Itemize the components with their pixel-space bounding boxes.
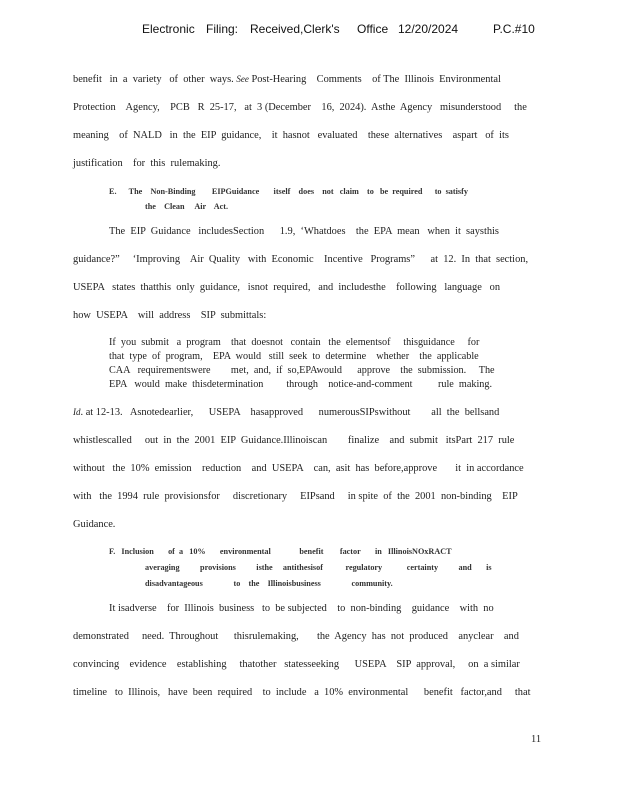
section-heading: F. Inclusion of a 10% environmental benefit factor in IllinoisNOxRACT <box>109 547 452 556</box>
paragraph-line: USEPA states thatthis only guidance, isnot required, and includesthe following language on <box>73 282 501 293</box>
paragraph-line: how USEPA will address SIP submittals: <box>73 310 267 321</box>
paragraph-line: demonstrated need. Throughout thisrulemaking, the Agency has not produced anyclear and <box>73 631 519 642</box>
section-heading: E. The Non-Binding EIPGuidance itself does not claim to be required to satisfy <box>109 187 468 196</box>
page-number: 11 <box>531 734 542 745</box>
text-run: benefit in a variety of other ways. <box>73 74 234 85</box>
paragraph-line: Protection Agency, PCB R 25-17, at 3 (December 16, 2024). Asthe Agency misunderstood the <box>73 102 527 113</box>
paragraph-line <box>73 73 533 86</box>
paragraph-line: without the 10% emission reduction and USEPA can, asit has before,approve it in accordance <box>73 463 524 474</box>
paragraph-line: guidance?” ‘Improving Air Quality with Economic Incentive Programs” at 12. In that section, <box>73 254 529 265</box>
filing-header <box>0 22 618 38</box>
block-quote-line: CAA requirementswere met, and, if so,EPAwould approve the submission. The <box>109 365 495 376</box>
paragraph-line: meaning of NALD in the EIP guidance, it hasnot evaluated these alternatives aspart of its <box>73 130 509 141</box>
text-run: Post-Hearing Comments of The Illinois Environmental <box>251 74 501 85</box>
header-office: Office <box>357 22 389 36</box>
paragraph-line <box>73 406 533 419</box>
paragraph-line: The EIP Guidance includesSection 1.9, ‘Whatdoes the EPA mean when it saysthis <box>109 226 499 237</box>
text-run: . at 12-13. Asnotedearlier, USEPA hasapproved numerousSIPswithout all the bellsand <box>80 407 500 418</box>
block-quote-line: If you submit a program that doesnot contain the elementsof thisguidance for <box>109 337 480 348</box>
paragraph-line: justification for this rulemaking. <box>73 158 221 169</box>
paragraph-line: timeline to Illinois, have been required to include a 10% environmental benefit factor,and that <box>73 687 531 698</box>
header-electronic: Electronic <box>142 22 195 36</box>
header-received: Received,Clerk's <box>250 22 340 36</box>
section-heading: disadvantageous to the Illinoisbusiness community. <box>145 579 393 588</box>
section-heading: averaging provisions isthe antithesisof regulatory certainty and is <box>145 563 492 572</box>
section-heading: the Clean Air Act. <box>145 202 229 211</box>
block-quote-line: EPA would make thisdetermination through notice-and-comment rule making. <box>109 379 493 390</box>
citation-id: Id <box>73 407 81 417</box>
header-pc-number: P.C.#10 <box>493 22 535 36</box>
block-quote-line: that type of program, EPA would still seek to determine whether the applicable <box>109 351 479 362</box>
paragraph-line: whistlescalled out in the 2001 EIP Guidance.Illinoiscan finalize and submit itsPart 217 rule <box>73 435 515 446</box>
paragraph-line: with the 1994 rule provisionsfor discretionary EIPsand in spite of the 2001 non-binding EIP <box>73 491 518 502</box>
paragraph-line: Guidance. <box>73 519 116 530</box>
header-filing: Filing: <box>206 22 239 36</box>
citation-signal: See <box>236 74 249 84</box>
paragraph-line: It isadverse for Illinois business to be subjected to non-binding guidance with no <box>109 603 494 614</box>
header-date: 12/20/2024 <box>398 22 459 36</box>
paragraph-line: convincing evidence establishing thatother statesseeking USEPA SIP approval, on a similar <box>73 659 520 670</box>
